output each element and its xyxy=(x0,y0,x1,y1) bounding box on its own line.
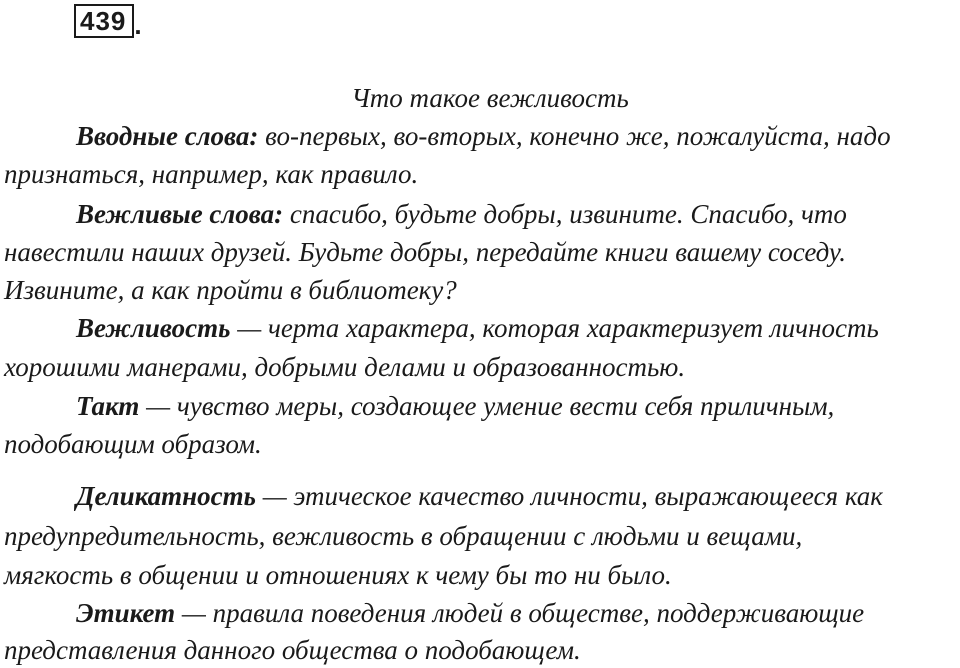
definition-text: — этическое качество личности, выражающееся как xyxy=(255,481,883,511)
paragraph-delicacy-line-2: предупредительность, вежливость в обращении с людьми и вещами, xyxy=(4,521,803,551)
paragraph-tact-line-1 xyxy=(76,388,834,424)
definition-text: — чувство меры, создающее умение вести себя приличным, xyxy=(139,391,835,421)
exercise-number xyxy=(74,4,142,38)
definition-text: спасибо, будьте добры, извините. Спасибо, что xyxy=(283,199,847,229)
paragraph-intro-words-line-2: признаться, например, как правило. xyxy=(4,159,419,189)
term-politeness: Вежливость xyxy=(76,313,231,343)
paragraph-polite-words-line-3: Извините, а как пройти в библиотеку? xyxy=(4,275,457,305)
paragraph-etiquette-line-2: представления данного общества о подобающем. xyxy=(4,635,581,665)
paragraph-etiquette-line-1 xyxy=(76,595,864,631)
term-intro-words: Вводные слова: xyxy=(76,121,259,151)
definition-text: — правила поведения людей в обществе, поддерживающие xyxy=(175,598,865,628)
term-polite-words: Вежливые слова: xyxy=(76,199,284,229)
exercise-number-box: 439 xyxy=(74,4,134,38)
term-delicacy: Деликатность xyxy=(76,481,256,511)
paragraph-polite-words-line-1 xyxy=(76,196,847,232)
page-title: Что такое вежливость xyxy=(351,83,629,113)
paragraph-polite-words-line-2: навестили наших друзей. Будьте добры, передайте книги вашему соседу. xyxy=(4,237,846,267)
term-tact: Такт xyxy=(76,391,140,421)
paragraph-delicacy-line-3: мягкость в общении и отношениях к чему бы то ни было. xyxy=(4,560,672,590)
term-etiquette: Этикет xyxy=(76,598,176,628)
definition-text: во-первых, во-вторых, конечно же, пожалуйста, надо xyxy=(258,121,891,151)
paragraph-delicacy-line-1 xyxy=(76,478,883,514)
definition-text: — черта характера, которая характеризует личность xyxy=(230,313,879,343)
paragraph-politeness-line-1 xyxy=(76,310,879,346)
paragraph-politeness-line-2: хорошими манерами, добрыми делами и образованностью. xyxy=(4,352,686,382)
paragraph-intro-words-line-1 xyxy=(76,118,891,154)
exercise-number-dot: . xyxy=(134,10,142,40)
paragraph-tact-line-2: подобающим образом. xyxy=(4,429,262,459)
